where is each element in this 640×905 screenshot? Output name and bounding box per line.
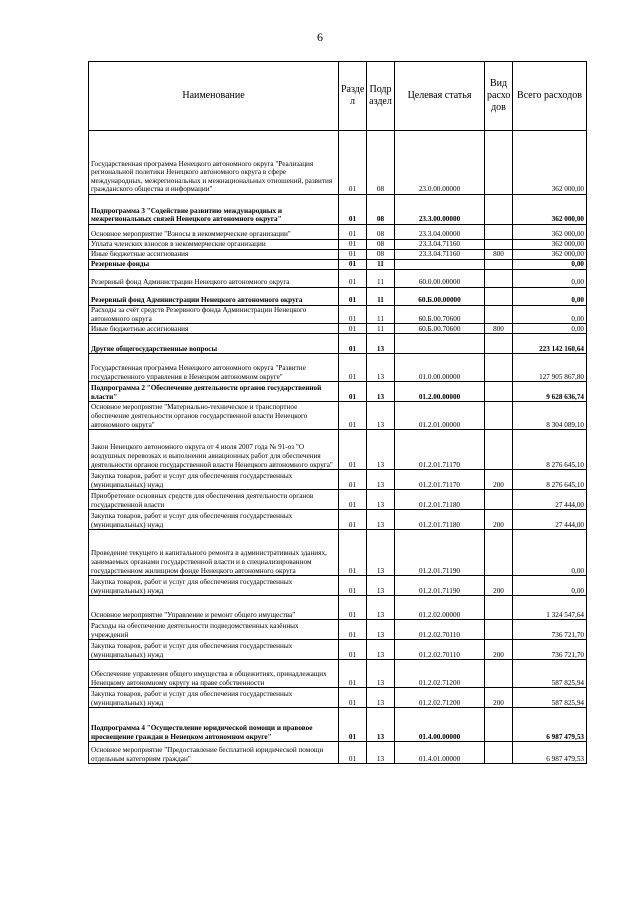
row-expense-type-cell: 200 xyxy=(485,576,513,596)
row-amount-cell: 8 276 645,10 xyxy=(513,430,587,470)
row-target-cell: 01.2.02.70110 xyxy=(395,640,485,660)
row-expense-type-cell xyxy=(485,354,513,382)
row-amount-cell: 8 276 645,10 xyxy=(513,470,587,490)
row-expense-type-cell xyxy=(485,288,513,306)
row-subsection-cell: 13 xyxy=(367,742,395,764)
row-section-cell: 01 xyxy=(339,306,367,324)
table-row xyxy=(89,576,587,596)
row-expense-type-cell xyxy=(485,596,513,620)
row-section-cell: 01 xyxy=(339,660,367,688)
row-subsection-cell: 08 xyxy=(367,195,395,225)
row-expense-type-cell: 200 xyxy=(485,640,513,660)
row-target-cell xyxy=(395,334,485,354)
row-subsection-cell: 11 xyxy=(367,306,395,324)
table-row xyxy=(89,510,587,530)
table-row xyxy=(89,742,587,764)
row-amount-cell: 0,00 xyxy=(513,530,587,576)
row-amount-cell: 6 987 479,53 xyxy=(513,742,587,764)
row-subsection-cell: 13 xyxy=(367,334,395,354)
row-section-cell: 01 xyxy=(339,402,367,430)
row-name-cell: Обеспечение управления общего имущества в общежитиях, принадлежащих Ненецкому автономному округу на праве собственности xyxy=(89,660,339,688)
row-subsection-cell: 13 xyxy=(367,688,395,708)
row-target-cell: 01.0.00.00000 xyxy=(395,354,485,382)
row-section-cell: 01 xyxy=(339,530,367,576)
row-expense-type-cell xyxy=(485,240,513,250)
row-target-cell xyxy=(395,260,485,270)
row-section-cell: 01 xyxy=(339,270,367,288)
row-amount-cell: 9 628 636,74 xyxy=(513,382,587,402)
row-amount-cell: 362 000,00 xyxy=(513,250,587,260)
row-name-cell: Закупка товаров, работ и услуг для обеспечения государственных (муниципальных) нужд xyxy=(89,688,339,708)
table-row xyxy=(89,306,587,324)
row-section-cell: 01 xyxy=(339,354,367,382)
row-name-cell: Подпрограмма 3 "Содействие развитию международных и межрегиональных связей Ненецкого автономного округа" xyxy=(89,195,339,225)
row-amount-cell: 736 721,70 xyxy=(513,620,587,640)
row-name-cell: Основное мероприятие "Материально-техническое и транспортное обеспечение деятельности органов государственной власти Ненецкого автономного округа" xyxy=(89,402,339,430)
table-row xyxy=(89,334,587,354)
table-row xyxy=(89,688,587,708)
row-section-cell: 01 xyxy=(339,225,367,240)
row-section-cell: 01 xyxy=(339,470,367,490)
row-subsection-cell: 13 xyxy=(367,354,395,382)
row-section-cell: 01 xyxy=(339,490,367,510)
row-target-cell: 01.2.01.71170 xyxy=(395,470,485,490)
row-expense-type-cell xyxy=(485,742,513,764)
row-name-cell: Государственная программа Ненецкого автономного округа "Реализация региональной политики Ненецкого автономного округа в сфере международных, межрегиональных и межнациональных отношений, развития гражданского общества и информации" xyxy=(89,131,339,195)
row-name-cell: Иные бюджетные ассигнования xyxy=(89,250,339,260)
row-target-cell: 23.3.00.00000 xyxy=(395,195,485,225)
table-row xyxy=(89,354,587,382)
row-amount-cell: 0,00 xyxy=(513,260,587,270)
row-target-cell: 60.Б.00.70600 xyxy=(395,306,485,324)
table-row xyxy=(89,240,587,250)
row-target-cell: 23.0.00.00000 xyxy=(395,131,485,195)
table-row xyxy=(89,250,587,260)
row-section-cell: 01 xyxy=(339,688,367,708)
table-header-row xyxy=(89,62,587,131)
row-section-cell: 01 xyxy=(339,576,367,596)
row-target-cell: 01.2.02.71200 xyxy=(395,660,485,688)
row-subsection-cell: 13 xyxy=(367,576,395,596)
row-subsection-cell: 13 xyxy=(367,530,395,576)
row-name-cell: Проведение текущего и капитального ремонта в административных зданиях, занимаемых органами государственной власти и в специализированном государственном жилищном фонде Ненецкого автономного округа xyxy=(89,530,339,576)
table-row xyxy=(89,402,587,430)
table-row xyxy=(89,530,587,576)
row-section-cell: 01 xyxy=(339,250,367,260)
row-target-cell: 01.2.02.00000 xyxy=(395,596,485,620)
row-section-cell: 01 xyxy=(339,240,367,250)
row-name-cell: Государственная программа Ненецкого автономного округа "Развитие государственного управления в Ненецком автономном округе" xyxy=(89,354,339,382)
row-section-cell: 01 xyxy=(339,288,367,306)
row-amount-cell: 1 324 547,64 xyxy=(513,596,587,620)
row-name-cell: Закупка товаров, работ и услуг для обеспечения государственных (муниципальных) нужд xyxy=(89,576,339,596)
row-amount-cell: 8 304 089,10 xyxy=(513,402,587,430)
row-name-cell: Другие общегосударственные вопросы xyxy=(89,334,339,354)
row-target-cell: 01.2.01.00000 xyxy=(395,402,485,430)
row-name-cell: Подпрограмма 2 "Обеспечение деятельности органов государственной власти" xyxy=(89,382,339,402)
row-section-cell: 01 xyxy=(339,324,367,334)
row-expense-type-cell xyxy=(485,430,513,470)
table-row xyxy=(89,660,587,688)
row-target-cell: 60.Б.00.70600 xyxy=(395,324,485,334)
row-target-cell: 01.2.02.71200 xyxy=(395,688,485,708)
row-subsection-cell: 08 xyxy=(367,250,395,260)
row-name-cell: Закупка товаров, работ и услуг для обеспечения государственных (муниципальных) нужд xyxy=(89,470,339,490)
table-row xyxy=(89,288,587,306)
row-target-cell: 01.4.01.00000 xyxy=(395,742,485,764)
row-amount-cell: 0,00 xyxy=(513,576,587,596)
row-name-cell: Основное мероприятие "Взносы в некоммерческие организации" xyxy=(89,225,339,240)
table-row xyxy=(89,596,587,620)
table-row xyxy=(89,225,587,240)
row-name-cell: Основное мероприятие "Предоставление бесплатной юридической помощи отдельным категориям граждан" xyxy=(89,742,339,764)
row-amount-cell: 362 000,00 xyxy=(513,225,587,240)
table-row xyxy=(89,470,587,490)
budget-table xyxy=(88,61,587,764)
row-name-cell: Уплата членских взносов в некоммерческие организации xyxy=(89,240,339,250)
row-name-cell: Приобретение основных средств для обеспечения деятельности органов государственной власти xyxy=(89,490,339,510)
row-amount-cell: 6 987 479,53 xyxy=(513,708,587,742)
row-subsection-cell: 11 xyxy=(367,260,395,270)
table-row xyxy=(89,382,587,402)
row-subsection-cell: 11 xyxy=(367,270,395,288)
row-name-cell: Основное мероприятие "Управление и ремонт общего имущества" xyxy=(89,596,339,620)
table-body xyxy=(89,131,587,764)
row-expense-type-cell: 200 xyxy=(485,470,513,490)
row-amount-cell: 587 825,94 xyxy=(513,660,587,688)
row-target-cell: 01.2.01.71190 xyxy=(395,576,485,596)
table-row xyxy=(89,708,587,742)
row-expense-type-cell xyxy=(485,660,513,688)
header-expense-type: Вид расхо дов xyxy=(485,62,513,131)
header-subsection: Подр аздел xyxy=(367,62,395,131)
row-section-cell: 01 xyxy=(339,430,367,470)
table-row xyxy=(89,490,587,510)
header-name: Наименование xyxy=(89,62,339,131)
row-subsection-cell: 13 xyxy=(367,620,395,640)
row-section-cell: 01 xyxy=(339,620,367,640)
row-section-cell: 01 xyxy=(339,742,367,764)
row-target-cell: 23.3.04.71160 xyxy=(395,250,485,260)
row-amount-cell: 127 905 867,80 xyxy=(513,354,587,382)
row-name-cell: Резервный фонд Администрации Ненецкого автономного округа xyxy=(89,288,339,306)
row-subsection-cell: 08 xyxy=(367,240,395,250)
row-amount-cell: 223 142 160,64 xyxy=(513,334,587,354)
table-row xyxy=(89,270,587,288)
row-name-cell: Закупка товаров, работ и услуг для обеспечения государственных (муниципальных) нужд xyxy=(89,640,339,660)
row-expense-type-cell xyxy=(485,708,513,742)
row-amount-cell: 587 825,94 xyxy=(513,688,587,708)
row-subsection-cell: 13 xyxy=(367,470,395,490)
row-expense-type-cell: 200 xyxy=(485,688,513,708)
table-row xyxy=(89,131,587,195)
row-section-cell: 01 xyxy=(339,596,367,620)
table-row xyxy=(89,430,587,470)
row-name-cell: Подпрограмма 4 "Осуществление юридической помощи и правовое просвещение граждан в Ненецком автономном округе" xyxy=(89,708,339,742)
row-section-cell: 01 xyxy=(339,334,367,354)
row-amount-cell: 0,00 xyxy=(513,324,587,334)
row-target-cell: 01.2.01.71180 xyxy=(395,510,485,530)
row-subsection-cell: 13 xyxy=(367,402,395,430)
row-target-cell: 01.2.01.71170 xyxy=(395,430,485,470)
row-target-cell: 60.0.00.00000 xyxy=(395,270,485,288)
row-section-cell: 01 xyxy=(339,131,367,195)
row-expense-type-cell xyxy=(485,334,513,354)
row-name-cell: Закупка товаров, работ и услуг для обеспечения государственных (муниципальных) нужд xyxy=(89,510,339,530)
row-name-cell: Закон Ненецкого автономного округа от 4 июля 2007 года № 91-оз "О воздушных перевозках и выполнении авиационных работ для обеспечения деятельности органов государственной власти Ненецкого автономного округа" xyxy=(89,430,339,470)
row-amount-cell: 0,00 xyxy=(513,270,587,288)
row-subsection-cell: 13 xyxy=(367,640,395,660)
row-subsection-cell: 13 xyxy=(367,490,395,510)
row-target-cell: 01.2.01.71180 xyxy=(395,490,485,510)
row-expense-type-cell xyxy=(485,530,513,576)
row-expense-type-cell xyxy=(485,402,513,430)
row-expense-type-cell xyxy=(485,195,513,225)
row-expense-type-cell xyxy=(485,620,513,640)
row-section-cell: 01 xyxy=(339,708,367,742)
row-name-cell: Расходы за счёт средств Резервного фонда Администрации Ненецкого автономного округа xyxy=(89,306,339,324)
row-expense-type-cell xyxy=(485,131,513,195)
row-subsection-cell: 13 xyxy=(367,510,395,530)
row-amount-cell: 362 000,00 xyxy=(513,195,587,225)
row-section-cell: 01 xyxy=(339,382,367,402)
page-number: 6 xyxy=(317,30,323,44)
row-section-cell: 01 xyxy=(339,195,367,225)
row-expense-type-cell xyxy=(485,270,513,288)
row-target-cell: 01.4.00.00000 xyxy=(395,708,485,742)
row-expense-type-cell xyxy=(485,490,513,510)
row-expense-type-cell: 800 xyxy=(485,324,513,334)
row-name-cell: Резервный фонд Администрации Ненецкого автономного округа xyxy=(89,270,339,288)
row-subsection-cell: 13 xyxy=(367,660,395,688)
row-expense-type-cell: 800 xyxy=(485,250,513,260)
row-amount-cell: 0,00 xyxy=(513,306,587,324)
row-subsection-cell: 08 xyxy=(367,131,395,195)
row-target-cell: 23.3.04.00000 xyxy=(395,225,485,240)
row-section-cell: 01 xyxy=(339,640,367,660)
row-target-cell: 23.3.04.71160 xyxy=(395,240,485,250)
table-row xyxy=(89,620,587,640)
table-row xyxy=(89,260,587,270)
row-section-cell: 01 xyxy=(339,510,367,530)
row-section-cell: 01 xyxy=(339,260,367,270)
row-subsection-cell: 13 xyxy=(367,430,395,470)
row-expense-type-cell xyxy=(485,260,513,270)
header-section: Разде л xyxy=(339,62,367,131)
table-row xyxy=(89,195,587,225)
row-subsection-cell: 11 xyxy=(367,324,395,334)
row-target-cell: 60.Б.00.00000 xyxy=(395,288,485,306)
row-name-cell: Расходы на обеспечение деятельности подведомственных казённых учреждений xyxy=(89,620,339,640)
header-total-expenses: Всего расходов xyxy=(513,62,587,131)
header-target-article: Целевая статья xyxy=(395,62,485,131)
table-row xyxy=(89,324,587,334)
row-subsection-cell: 13 xyxy=(367,596,395,620)
row-amount-cell: 362 000,00 xyxy=(513,131,587,195)
row-subsection-cell: 08 xyxy=(367,225,395,240)
row-target-cell: 01.2.01.71190 xyxy=(395,530,485,576)
row-expense-type-cell xyxy=(485,306,513,324)
row-subsection-cell: 13 xyxy=(367,382,395,402)
row-name-cell: Иные бюджетные ассигнования xyxy=(89,324,339,334)
row-amount-cell: 0,00 xyxy=(513,288,587,306)
row-amount-cell: 736 721,70 xyxy=(513,640,587,660)
row-amount-cell: 27 444,00 xyxy=(513,490,587,510)
row-expense-type-cell xyxy=(485,225,513,240)
row-target-cell: 01.2.00.00000 xyxy=(395,382,485,402)
row-subsection-cell: 11 xyxy=(367,288,395,306)
row-expense-type-cell: 200 xyxy=(485,510,513,530)
row-expense-type-cell xyxy=(485,382,513,402)
row-name-cell: Резервные фонды xyxy=(89,260,339,270)
row-amount-cell: 362 000,00 xyxy=(513,240,587,250)
row-amount-cell: 27 444,00 xyxy=(513,510,587,530)
table-row xyxy=(89,640,587,660)
row-subsection-cell: 13 xyxy=(367,708,395,742)
row-target-cell: 01.2.02.70110 xyxy=(395,620,485,640)
